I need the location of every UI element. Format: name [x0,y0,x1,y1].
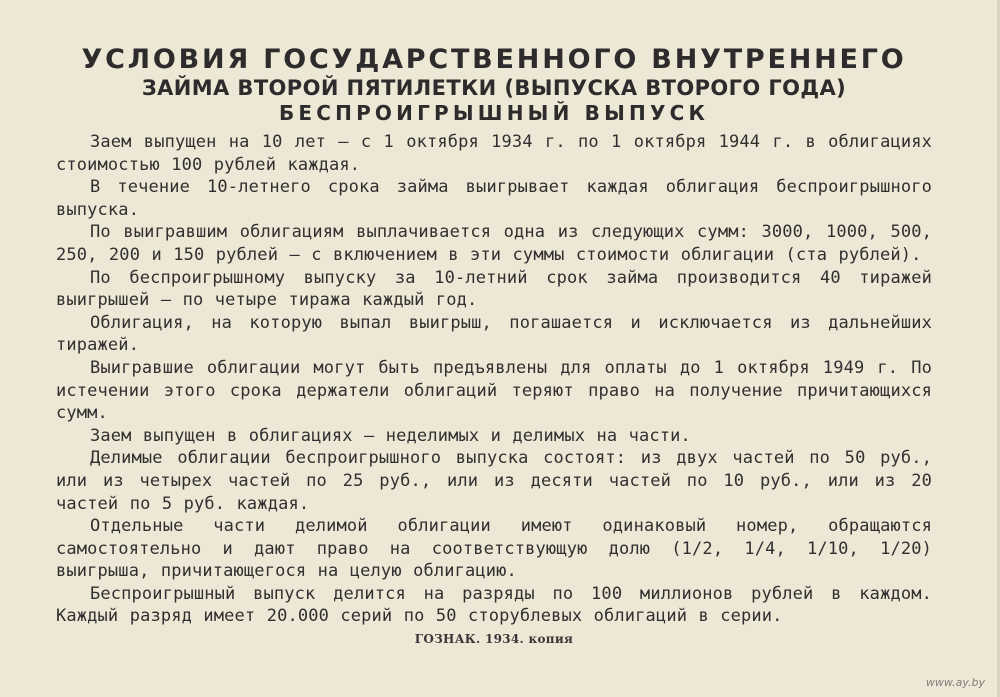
paragraph-every-bond-wins: В течение 10-летнего срока займа выигрывает каждая облигация беспроигрышного выпуска. [56,177,932,220]
paragraph-claim-deadline: Выигравшие облигации могут быть предъявлены для оплаты до 1 октября 1949 г. По истечении этого срока держатели облигаций теряют право на получение причитающихся сумм. [56,357,932,424]
paragraph-payout-amounts: По выигравшим облигациям выплачивается одна из следующих сумм: 3000, 1000, 500, 250, 200 и 150 рублей — с включением в эти суммы стоимости облигации (ста рублей). [56,222,932,265]
title-line-1: УСЛОВИЯ ГОСУДАРСТВЕННОГО ВНУТРЕННЕГО [81,44,907,75]
paragraph-categories: Беспроигрышный выпуск делится на разряды по 100 миллионов рублей в каждом. Каждый разряд имеет 20.000 серий по 50 сторублевых облигаций в серии. [56,583,932,627]
paragraph-bond-types: Заем выпущен в облигациях — неделимых и делимых на части. [90,425,691,446]
document-body [56,44,932,646]
paragraph-part-rights: Отдельные части делимой облигации имеют одинаковый номер, обращаются самостоятельно и дают право на соответствующую долю (1/2, 1/4, 1/10, 1/20) выигрыша, причитающегося на целую облигацию. [56,516,932,582]
watermark: www.ay.by [925,676,985,689]
paragraph-term: Заем выпущен на 10 лет — с 1 октября 1934 г. по 1 октября 1944 г. в облигациях стоимостью 100 рублей каждая. [56,132,932,175]
paragraph-divisible-parts: Делимые облигации беспроигрышного выпуска состоят: из двух частей по 50 руб., или из четырех частей по 25 руб., или из десяти частей по 10 руб., или из 20 частей по 5 руб. каждая. [56,448,932,514]
title-line-2: ЗАЙМА ВТОРОЙ ПЯТИЛЕТКИ (ВЫПУСКА ВТОРОГО ГОДА) [141,76,847,100]
paragraph-redemption: Облигация, на которую выпал выигрыш, погашается и исключается из дальнейших тиражей. [56,312,932,356]
conditions-text [56,131,932,628]
printer-mark: ГОЗНАК. 1934. копия [414,632,574,647]
title-line-3: БЕСПРОИГРЫШНЫЙ ВЫПУСК [278,101,710,125]
paragraph-draws: По беспроигрышному выпуску за 10-летний срок займа производится 40 тиражей выигрышей — по четыре тиража каждый год. [56,267,932,311]
